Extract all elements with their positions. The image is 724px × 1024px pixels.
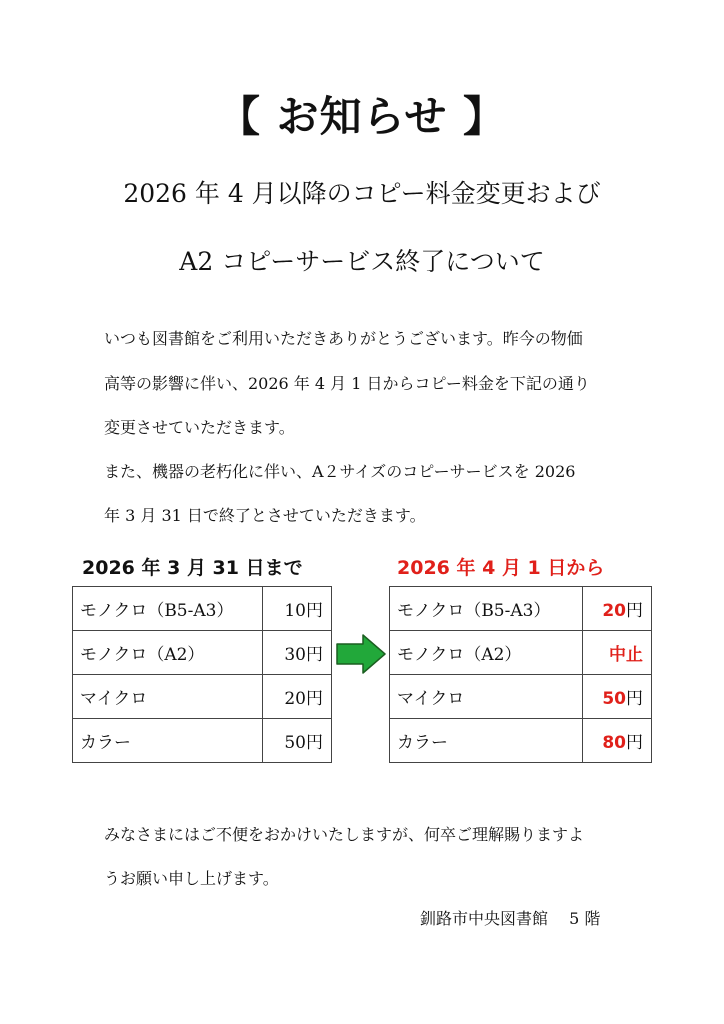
fee-item: マイクロ [390,675,583,719]
price-unit: 円 [626,689,643,709]
table-row [73,631,332,675]
fee-price [263,587,332,631]
price-unit: 円 [306,601,323,621]
price-value: 20 [602,601,626,621]
fee-item: モノクロ（B5-A3） [73,587,263,631]
price-value: 50 [284,733,306,753]
price-value: 50 [602,689,626,709]
fee-price [263,719,332,763]
price-value: 中止 [609,645,643,665]
price-value: 80 [602,733,626,753]
fee-price [263,675,332,719]
fee-item: モノクロ（A2） [390,631,583,675]
price-value: 20 [284,689,306,709]
fee-price [583,675,652,719]
price-unit: 円 [306,733,323,753]
old-fees-header: 2026 年 3 月 31 日まで [82,557,303,579]
fee-price [583,719,652,763]
price-unit: 円 [306,645,323,665]
price-unit: 円 [626,601,643,621]
table-row [73,719,332,763]
table-row [390,675,652,719]
title-line-1: 2026 年 4 月以降のコピー料金変更および [123,179,601,208]
table-row [73,587,332,631]
body-line-3: 変更させていただきます。 [104,418,295,437]
right-arrow-icon [336,634,386,674]
title-line-2: A2 コピーサービス終了について [179,247,545,276]
price-value: 10 [284,601,306,621]
table-row [73,675,332,719]
price-value: 30 [284,645,306,665]
price-unit: 円 [626,733,643,753]
fee-item: モノクロ（A2） [73,631,263,675]
library-signature: 釧路市中央図書館 5 階 [420,909,601,928]
closing-line-1: みなさまにはご不便をおかけいたしますが、何卒ご理解賜りますよ [104,825,585,844]
table-row [390,719,652,763]
fee-item: マイクロ [73,675,263,719]
fee-item: モノクロ（B5-A3） [390,587,583,631]
price-unit: 円 [306,689,323,709]
new-fees-table [389,586,652,763]
fee-item: カラー [73,719,263,763]
notice-headline: 【 お知らせ 】 [218,92,506,141]
table-row [390,587,652,631]
body-line-2: 高等の影響に伴い、2026 年 4 月 1 日からコピー料金を下記の通り [104,374,590,393]
table-row [390,631,652,675]
closing-line-2: うお願い申し上げます。 [104,869,279,888]
old-fees-table [72,586,332,763]
fee-price [263,631,332,675]
new-fees-header: 2026 年 4 月 1 日から [397,557,605,579]
fee-item: カラー [390,719,583,763]
body-line-5: 年 3 月 31 日で終了とさせていただきます。 [104,506,426,525]
body-line-1: いつも図書館をご利用いただきありがとうございます。昨今の物価 [104,329,583,348]
body-line-4: また、機器の老朽化に伴い、A２サイズのコピーサービスを 2026 [104,462,576,481]
fee-price [583,631,652,675]
fee-price [583,587,652,631]
